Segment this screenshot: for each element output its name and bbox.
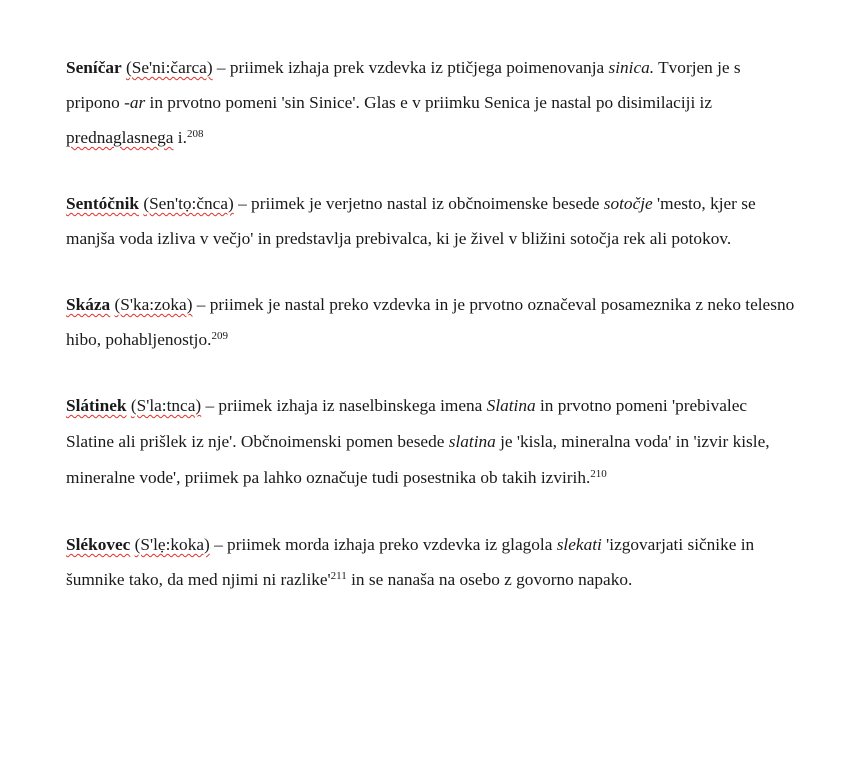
headword: Slátinek xyxy=(66,396,127,415)
entry-senicar xyxy=(66,50,796,155)
transcription: (Sen'tọ:čnca) xyxy=(143,194,234,213)
transcription: (S'ka:zoka) xyxy=(114,295,193,314)
italic-term: slatina xyxy=(448,432,496,451)
italic-term: Slatina xyxy=(486,396,536,415)
entry-text: – priimek izhaja prek vzdevka iz ptičjega poimenovanja xyxy=(212,58,609,77)
entry-text: – priimek izhaja iz naselbinskega imena xyxy=(201,396,487,415)
transcription: (S'lẹ:koka) xyxy=(134,535,210,554)
entry-text: – priimek je verjetno nastal iz občnoimenske besede xyxy=(233,194,604,213)
footnote-ref[interactable]: 209 xyxy=(211,330,228,342)
entry-text: 'mesto, kjer se manjša voda izliva v večjo' in predstavlja prebivalca, ki je živel v bližini sotočja rek ali potokov. xyxy=(66,194,756,248)
entry-text: je 'kisla, mineralna voda' in 'izvir kisle, mineralne vode', priimek pa lahko označuje tudi posestnika ob takih izvirih. xyxy=(66,432,770,487)
italic-term: -ar xyxy=(124,93,146,112)
entry-text: Tvorjen je s pripono xyxy=(66,58,741,112)
entry-text: in se nanaša na osebo z govorno napako. xyxy=(346,570,633,589)
entry-text: in prvotno pomeni 'prebivalec Slatine ali prišlek iz nje'. Občnoimenski pomen besede xyxy=(66,396,748,451)
entry-text: 'izgovarjati sičnike in šumnike tako, da med njimi ni razlike' xyxy=(66,535,755,589)
transcription: (S'la:tnca) xyxy=(130,396,202,415)
entry-sentocnik xyxy=(66,186,796,256)
entry-text: – priimek je nastal preko vzdevka in je prvotno označeval posameznika z neko telesno hibo, pohabljenostjo. xyxy=(66,295,795,349)
entry-text: i. xyxy=(173,128,187,147)
headword: Seníčar xyxy=(66,58,122,77)
entry-slatinek xyxy=(66,388,796,496)
entry-slekovec xyxy=(66,527,796,597)
entry-skaza xyxy=(66,287,796,357)
entry-text: – priimek morda izhaja preko vzdevka iz glagola xyxy=(209,535,557,554)
italic-term: sotočje xyxy=(603,194,653,213)
headword: Skáza xyxy=(66,295,111,314)
entry-text: in prvotno pomeni 'sin Sinice'. Glas e v priimku Senica je nastal po disimilaciji iz xyxy=(145,93,713,112)
italic-term: slekati xyxy=(556,535,602,554)
transcription: (Se'ni:čarca) xyxy=(126,58,213,77)
footnote-ref[interactable]: 210 xyxy=(590,468,607,480)
italic-term: sinica. xyxy=(608,58,655,77)
headword: Sentóčnik xyxy=(66,194,139,213)
document-page xyxy=(66,50,796,628)
misspelled-word: prednaglasnega xyxy=(66,128,174,147)
footnote-ref[interactable]: 211 xyxy=(330,570,347,582)
headword: Slékovec xyxy=(66,535,131,554)
footnote-ref[interactable]: 208 xyxy=(186,128,204,140)
